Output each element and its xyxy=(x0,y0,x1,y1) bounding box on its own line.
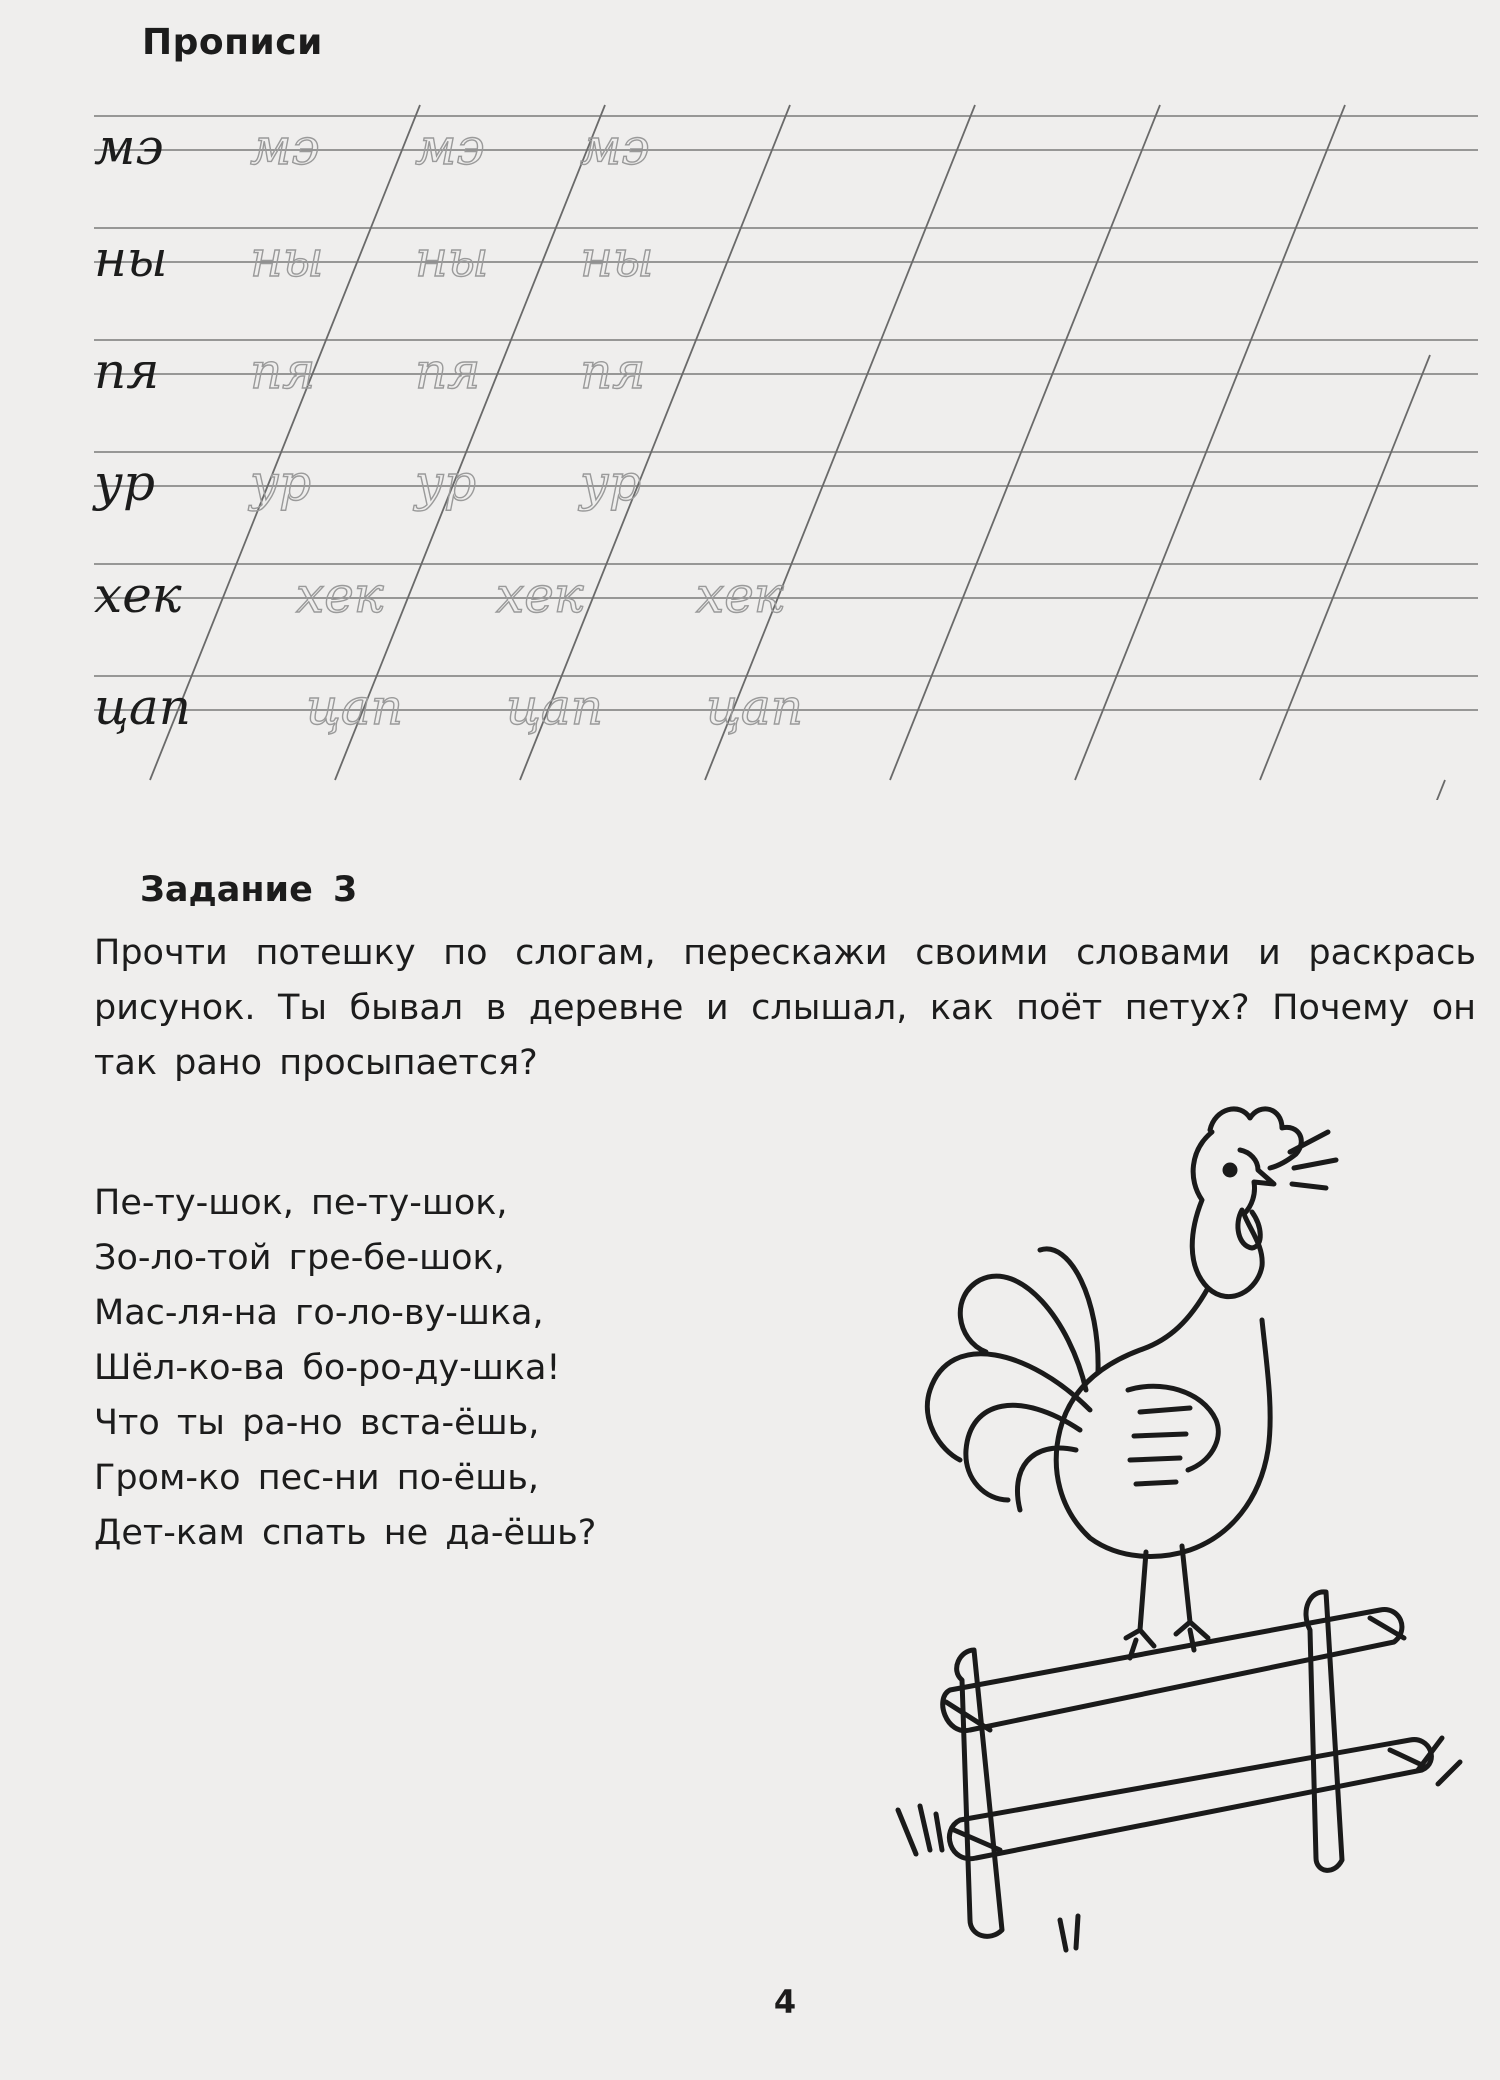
trace-syllable: хек xyxy=(696,566,784,624)
trace-syllable: цап xyxy=(306,678,403,736)
slant-guide-line xyxy=(1430,780,1445,800)
rooster-tail-icon xyxy=(927,1249,1098,1510)
slant-guide-line xyxy=(1260,355,1430,780)
sample-syllable: мэ xyxy=(94,118,164,176)
rooster-head-icon xyxy=(1192,1132,1274,1297)
task-instructions: Прочти потешку по слогам, перескажи своими словами и раскрась рисунок. Ты бывал в деревне и слышал, как поёт петух? Почему он так рано просыпается? xyxy=(94,933,1476,1083)
sample-syllable: цап xyxy=(94,678,191,736)
trace-syllable: мэ xyxy=(415,118,485,176)
trace-syllable: ны xyxy=(580,230,654,288)
trace-syllable: цап xyxy=(706,678,803,736)
rooster-illustration xyxy=(890,1090,1470,1970)
poem-line: Шёл-ко-ва бо-ро-ду-шка! xyxy=(94,1348,561,1388)
trace-syllable: ур xyxy=(580,454,642,512)
poem xyxy=(94,1176,714,1561)
trace-syllable: ны xyxy=(415,230,489,288)
task-title: Задание 3 xyxy=(140,870,358,910)
trace-syllable: пя xyxy=(250,342,316,400)
poem-line: Мас-ля-на го-ло-ву-шка, xyxy=(94,1293,544,1333)
trace-syllable: ур xyxy=(415,454,477,512)
fence-icon xyxy=(943,1592,1432,1936)
sample-syllable: ур xyxy=(94,454,156,512)
page-number: 4 xyxy=(773,1983,797,2021)
poem-line: Зо-ло-той гре-бе-шок, xyxy=(94,1238,505,1278)
trace-syllable: пя xyxy=(415,342,481,400)
sample-syllable: ны xyxy=(94,230,168,288)
poem-line: Пе-ту-шок, пе-ту-шок, xyxy=(94,1183,508,1223)
trace-syllable: хек xyxy=(496,566,584,624)
sample-syllable: хек xyxy=(94,566,182,624)
trace-syllable: цап xyxy=(506,678,603,736)
copybook-lines xyxy=(0,0,1500,800)
sample-syllable: пя xyxy=(94,342,160,400)
slant-guide-line xyxy=(1075,105,1345,780)
poem-line: Дет-кам спать не да-ёшь? xyxy=(94,1513,597,1553)
trace-syllable: хек xyxy=(296,566,384,624)
poem-line: Гром-ко пес-ни по-ёшь, xyxy=(94,1458,539,1498)
trace-syllable: мэ xyxy=(250,118,320,176)
trace-syllable: пя xyxy=(580,342,646,400)
trace-syllable: ны xyxy=(250,230,324,288)
slant-guide-line xyxy=(890,105,1160,780)
trace-syllable: ур xyxy=(250,454,312,512)
poem-line: Что ты ра-но вста-ёшь, xyxy=(94,1403,540,1443)
rooster-body-icon xyxy=(1056,1288,1270,1556)
trace-syllable: мэ xyxy=(580,118,650,176)
section-title: Прописи xyxy=(142,22,323,63)
